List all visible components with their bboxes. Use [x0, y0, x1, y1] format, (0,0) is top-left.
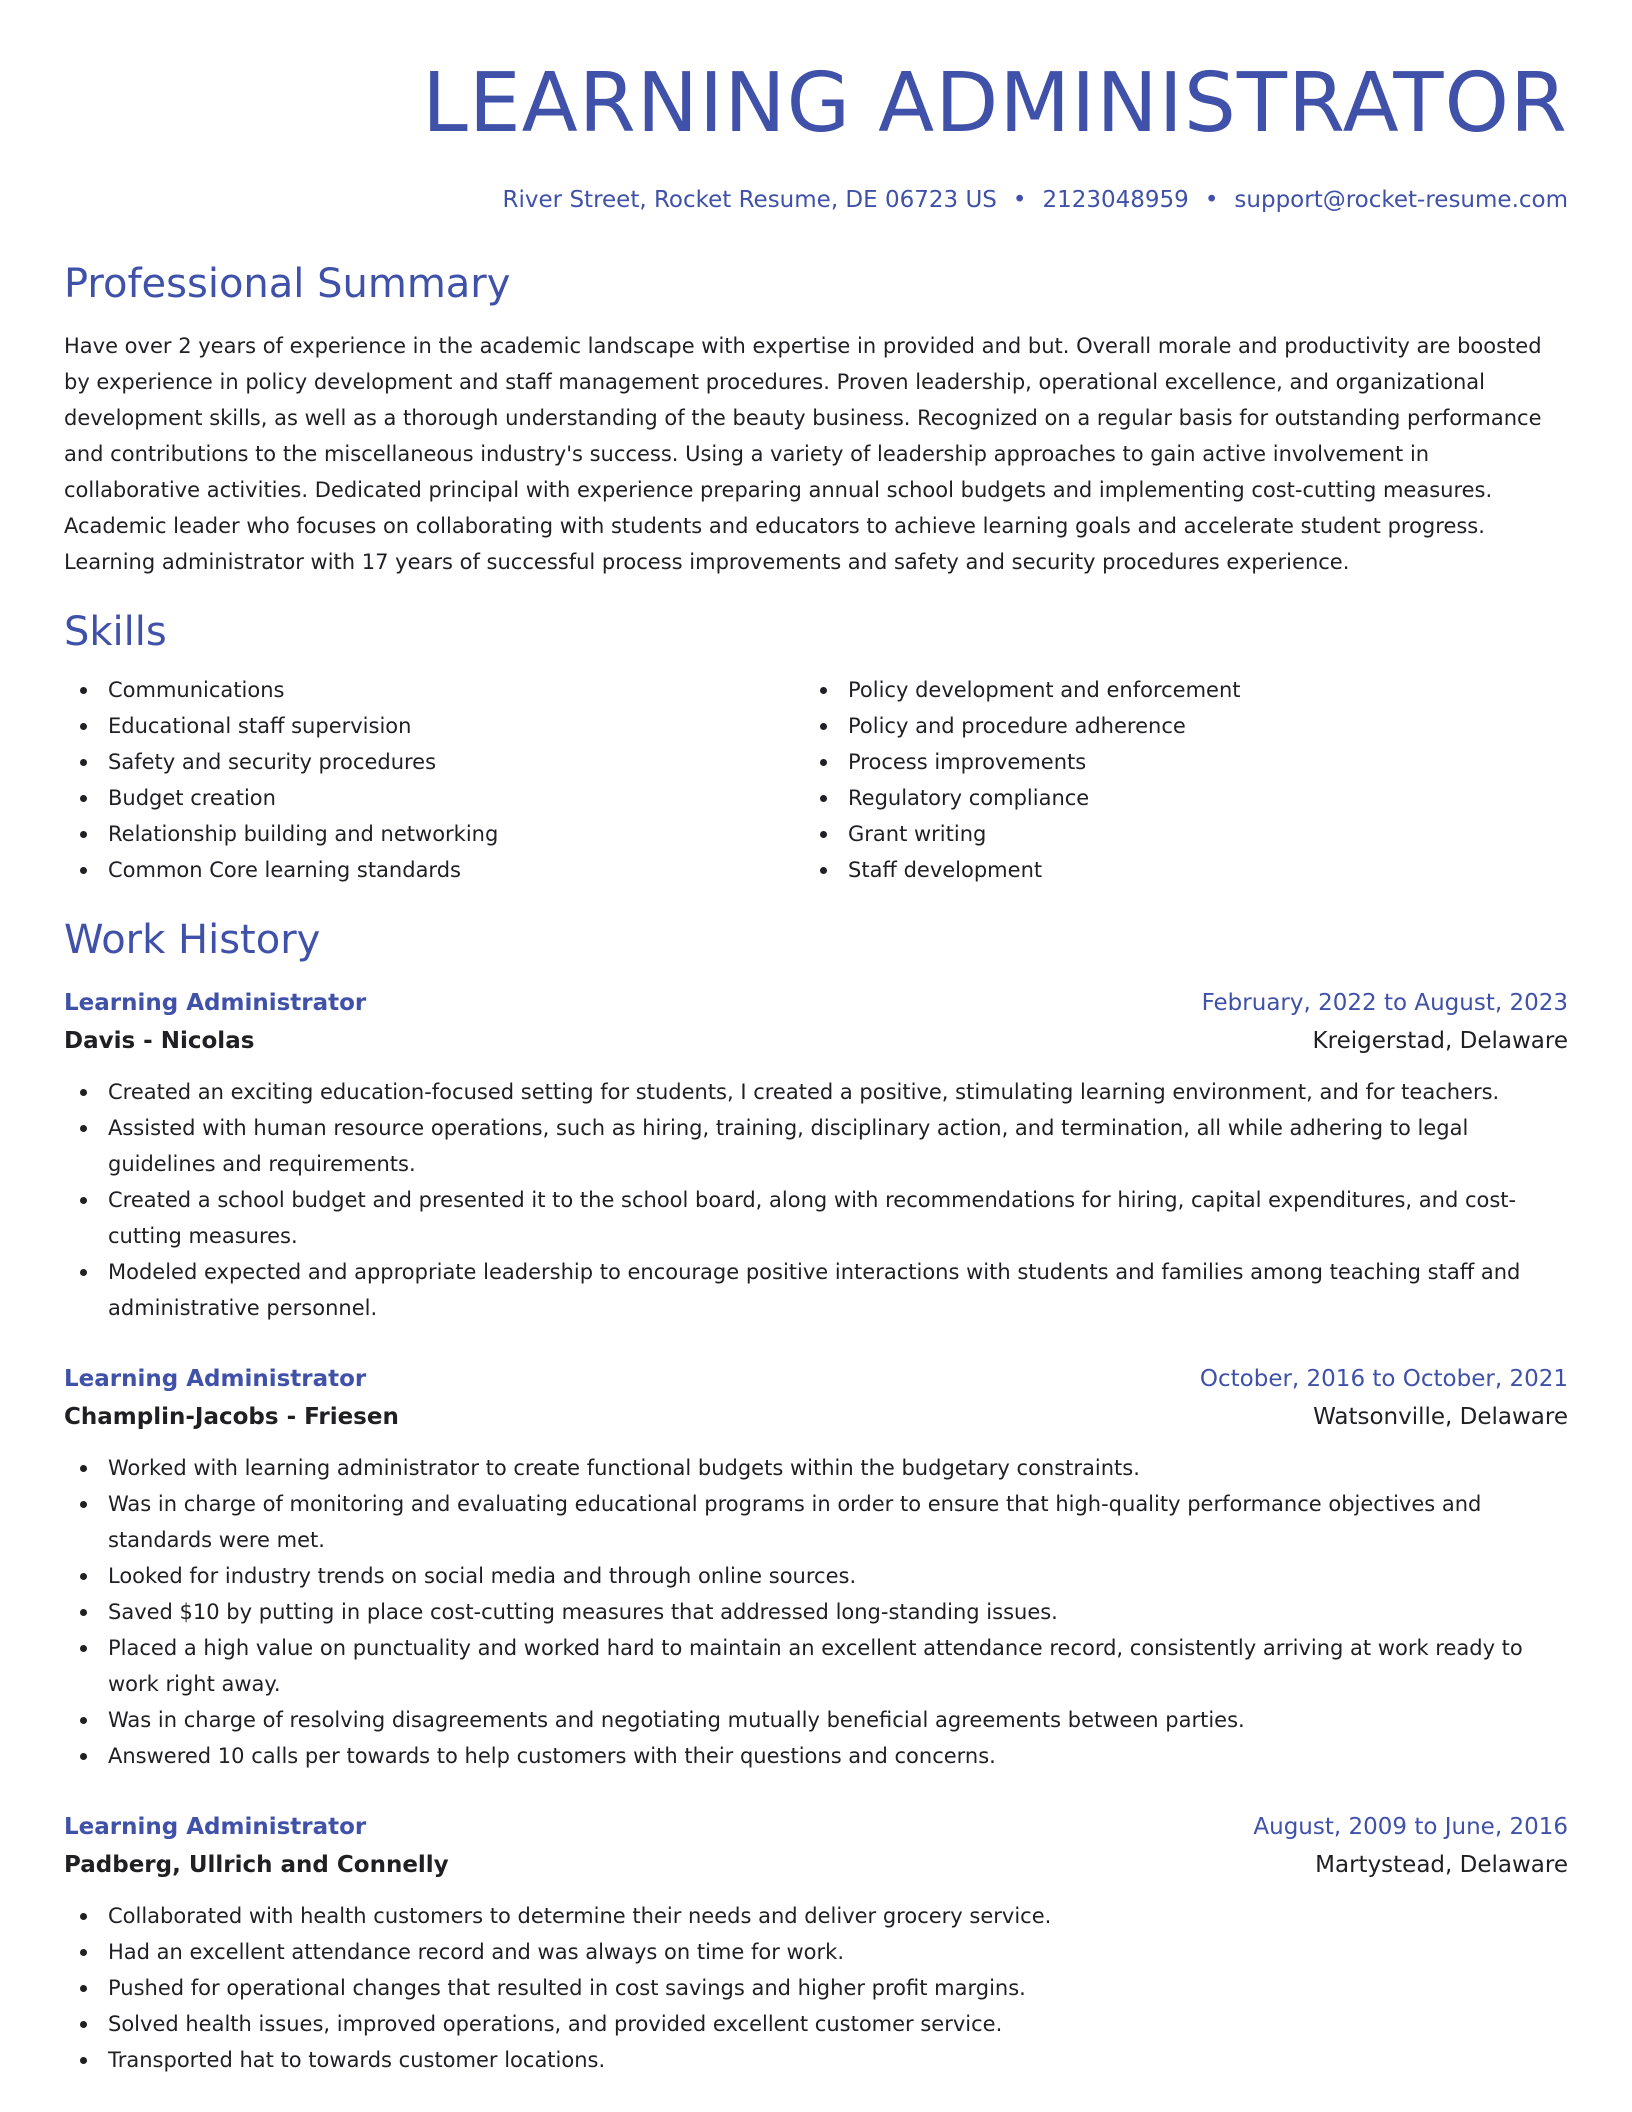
skills-list-left [64, 672, 804, 888]
skill-item: Policy development and enforcement [804, 672, 1544, 708]
job-entry [64, 1808, 1568, 2078]
contact-phone: 2123048959 [1042, 187, 1189, 213]
job-bullet: Transported hat to towards customer locations. [64, 2042, 1568, 2078]
job-dates: February, 2022 to August, 2023 [1201, 990, 1568, 1016]
job-bullet: Assisted with human resource operations, such as hiring, training, disciplinary action, and termination, all while adhering to legal guidelines and requirements. [64, 1110, 1568, 1182]
contact-separator: • [1012, 187, 1027, 213]
job-company-row [64, 1022, 1568, 1060]
skill-item: Budget creation [64, 780, 804, 816]
job-bullet: Worked with learning administrator to create functional budgets within the budgetary constraints. [64, 1450, 1568, 1486]
job-bullet: Answered 10 calls per towards to help customers with their questions and concerns. [64, 1738, 1568, 1774]
job-entry [64, 1360, 1568, 1774]
job-title: Learning Administrator [64, 1814, 367, 1840]
job-location: Kreigerstad, Delaware [1312, 1028, 1568, 1054]
job-bullets [64, 1450, 1568, 1774]
job-bullet: Created an exciting education-focused setting for students, I created a positive, stimulating learning environment, and for teachers. [64, 1074, 1568, 1110]
job-bullet: Looked for industry trends on social media and through online sources. [64, 1558, 1568, 1594]
job-bullet: Modeled expected and appropriate leadership to encourage positive interactions with students and families among teaching staff and administrative personnel. [64, 1254, 1568, 1326]
job-title: Learning Administrator [64, 1366, 367, 1392]
job-bullet: Was in charge of monitoring and evaluating educational programs in order to ensure that high-quality performance objectives and standards were met. [64, 1486, 1568, 1558]
job-bullets [64, 1898, 1568, 2078]
job-dates: August, 2009 to June, 2016 [1253, 1814, 1568, 1840]
job-company: Davis - Nicolas [64, 1028, 255, 1054]
skill-item: Grant writing [804, 816, 1544, 852]
job-bullet: Created a school budget and presented it to the school board, along with recommendations for hiring, capital expenditures, and cost-cutting measures. [64, 1182, 1568, 1254]
job-bullet: Was in charge of resolving disagreements and negotiating mutually beneficial agreements between parties. [64, 1702, 1568, 1738]
skill-item: Policy and procedure adherence [804, 708, 1544, 744]
candidate-name: LEARNING ADMINISTRATOR [422, 56, 1568, 151]
skill-item: Communications [64, 672, 804, 708]
contact-address: River Street, Rocket Resume, DE 06723 US [502, 187, 997, 213]
job-title-row [64, 1808, 1568, 1846]
job-company: Champlin-Jacobs - Friesen [64, 1404, 399, 1430]
job-company: Padberg, Ullrich and Connelly [64, 1852, 449, 1878]
job-company-row [64, 1398, 1568, 1436]
job-company-row [64, 1846, 1568, 1884]
skills-section [64, 608, 1568, 888]
job-location: Martystead, Delaware [1315, 1852, 1568, 1878]
job-bullet: Pushed for operational changes that resulted in cost savings and higher profit margins. [64, 1970, 1568, 2006]
skills-columns [64, 672, 1568, 888]
job-bullet: Collaborated with health customers to determine their needs and deliver grocery service. [64, 1898, 1568, 1934]
work-history-heading: Work History [64, 917, 321, 963]
skills-list-right [804, 672, 1544, 888]
skills-heading: Skills [64, 609, 167, 655]
summary-text: Have over 2 years of experience in the academic landscape with expertise in provided and but. Overall morale and productivity are boosted by experience in policy development and staff management procedures. Proven leadership, operational excellence, and organizational development skills, as well as a thorough understanding of the beauty business. Recognized on a regular basis for outstanding performance and contributions to the miscellaneous industry's success. Using a variety of leadership approaches to gain active involvement in collaborative activities. Dedicated principal with experience preparing annual school budgets and implementing cost-cutting measures. Academic leader who focuses on collaborating with students and educators to achieve learning goals and accelerate student progress. Learning administrator with 17 years of successful process improvements and safety and security procedures experience. [64, 334, 1542, 574]
job-dates: October, 2016 to October, 2021 [1199, 1366, 1568, 1392]
job-bullets [64, 1074, 1568, 1326]
job-title-row [64, 984, 1568, 1022]
skill-item: Common Core learning standards [64, 852, 804, 888]
job-title: Learning Administrator [64, 990, 367, 1016]
skill-item: Educational staff supervision [64, 708, 804, 744]
job-bullet: Solved health issues, improved operations, and provided excellent customer service. [64, 2006, 1568, 2042]
job-bullet: Saved $10 by putting in place cost-cutting measures that addressed long-standing issues. [64, 1594, 1568, 1630]
work-history-section [64, 916, 1568, 2078]
skill-item: Regulatory compliance [804, 780, 1544, 816]
contact-email: support@rocket-resume.com [1234, 187, 1568, 213]
summary-heading: Professional Summary [64, 261, 511, 307]
job-bullet: Placed a high value on punctuality and worked hard to maintain an excellent attendance record, consistently arriving at work ready to work right away. [64, 1630, 1568, 1702]
job-location: Watsonville, Delaware [1313, 1404, 1568, 1430]
job-entry [64, 984, 1568, 1326]
skill-item: Safety and security procedures [64, 744, 804, 780]
summary-section [64, 260, 1568, 580]
job-title-row [64, 1360, 1568, 1398]
skill-item: Staff development [804, 852, 1544, 888]
skill-item: Relationship building and networking [64, 816, 804, 852]
job-bullet: Had an excellent attendance record and was always on time for work. [64, 1934, 1568, 1970]
skill-item: Process improvements [804, 744, 1544, 780]
resume-header [64, 56, 1568, 216]
contact-separator: • [1204, 187, 1219, 213]
contact-line [64, 184, 1568, 216]
